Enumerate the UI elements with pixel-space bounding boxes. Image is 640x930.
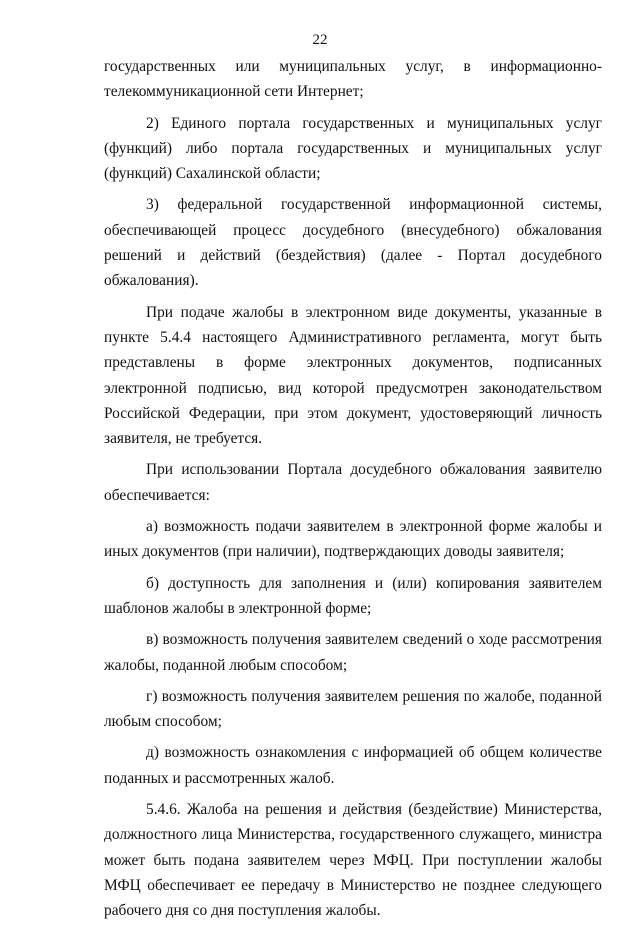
paragraph-item-a: а) возможность подачи заявителем в электронной форме жалобы и иных документов (при наличии), подтверждающих доводы заявителя;: [104, 518, 602, 561]
paragraph-item-g: г) возможность получения заявителем решения по жалобе, поданной любым способом;: [104, 687, 602, 731]
paragraph-item-d: д) возможность ознакомления с информацией об общем количестве поданных и рассмотренных жалоб.: [104, 744, 602, 787]
paragraph-item-2: 2) Единого портала государственных и муниципальных услуг (функций) либо портала государственных и муниципальных услуг (функций) Сахалинской области;: [104, 114, 602, 183]
paragraph-5-4-6: 5.4.6. Жалоба на решения и действия (бездействие) Министерства, должностного лица Министерства, государственного служащего, министра может быть подана заявителем через МФЦ. При поступлении жалобы МФЦ обеспечивает ее передачу в Министерство не позднее следующего рабочего дня со дня поступления жалобы.: [104, 801, 602, 920]
paragraph-portal-provides: При использовании Портала досудебного обжалования заявителю обеспечивается:: [104, 461, 602, 504]
paragraph-item-v: в) возможность получения заявителем сведений о ходе рассмотрения жалобы, поданной любым способом;: [104, 631, 602, 674]
page-number: 22: [312, 32, 328, 48]
paragraph-item-b: б) доступность для заполнения и (или) копирования заявителем шаблонов жалобы в электронной форме;: [104, 574, 602, 617]
paragraph-item-3: 3) федеральной государственной информационной системы, обеспечивающей процесс досудебного (внесудебного) обжалования решений и действий (бездействия) (далее - Портал досудебного обжалования).: [104, 196, 602, 290]
paragraph-continuation: государственных или муниципальных услуг, в информационно-телекоммуникационной сети Интернет;: [104, 58, 602, 101]
paragraph-electronic-submission: При подаче жалобы в электронном виде документы, указанные в пункте 5.4.4 настоящего Административного регламента, могут быть представлены в форме электронных документов, подписанных электронной подписью, вид которой предусмотрен законодательством Российской Федерации, при этом документ, удостоверяющий личность заявителя, не требуется.: [104, 303, 602, 448]
document-body: [104, 54, 602, 930]
